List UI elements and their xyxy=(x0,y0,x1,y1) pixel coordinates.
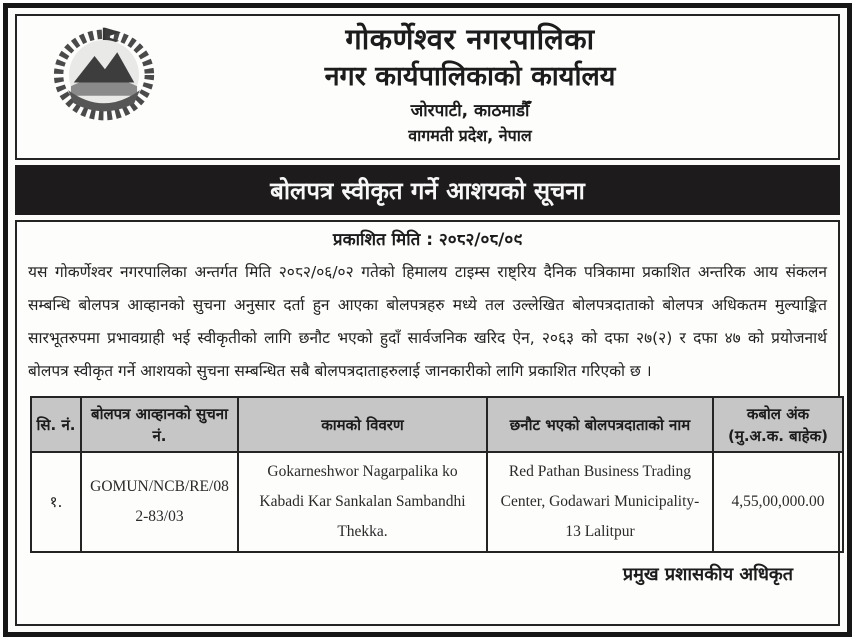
address-line-1: जोरपाटी, काठमाडौँ xyxy=(410,101,530,121)
col-header-serial-no: सि. नं. xyxy=(31,397,81,452)
cell-work-desc: Gokarneshwor Nagarpalika ko Kabadi Kar Sankalan Sambandhi Thekka. xyxy=(238,452,487,552)
letterhead xyxy=(15,14,840,160)
table-header-row xyxy=(31,397,843,452)
notice-title: बोलपत्र स्वीकृत गर्ने आशयको सूचना xyxy=(270,176,585,205)
tender-notice-document xyxy=(3,3,852,637)
office-name: नगर कार्यपालिकाको कार्यालय xyxy=(324,61,616,92)
col-header-selected-bidder: छनौट भएको बोलपत्रदाताको नाम xyxy=(487,397,713,452)
letterhead-text xyxy=(17,20,838,148)
cell-serial-no: १. xyxy=(31,452,81,552)
org-name: गोकर्णेश्वर नगरपालिका xyxy=(345,22,595,56)
published-date: प्रकाशित मिति : २०८२/०८/०९ xyxy=(332,230,523,250)
cell-notice-no: GOMUN/NCB/RE/082-83/03 xyxy=(81,452,238,552)
table-row xyxy=(31,452,843,552)
cell-selected-bidder: Red Pathan Business Trading Center, Godawari Municipality-13 Lalitpur xyxy=(487,452,713,552)
notice-title-banner xyxy=(15,165,840,215)
notice-body-section xyxy=(15,220,840,626)
col-header-notice-no: बोलपत्र आव्हानको सुचना नं. xyxy=(81,397,238,452)
notice-paragraph: यस गोकर्णेश्वर नगरपालिका अन्तर्गत मिति २०८२/०६/०२ गतेको हिमालय टाइम्स राष्ट्रिय दैनिक पत्रिकामा प्रकाशित अन्तरिक आय संकलन सम्बन्धि बोलपत्र आव्हानको सुचना अनुसार दर्ता हुन आएका बोलपत्रहरु मध्ये तल उल्लेखित बोलपत्रदाताको बोलपत्र अधिकतम मुल्याङ्कित सारभूतरुपमा प्रभावग्राही भई स्वीकृतीको लागि छनौट भएको हुदाँ सार्वजनिक खरिद ऐन, २०६३ को दफा २७(२) र दफा ४७ को प्रयोजनार्थ बोलपत्र स्वीकृत गर्ने आशयको सुचना सम्बन्धित सबै बोलपत्रदाताहरुलाई जानकारीको लागि प्रकाशित गरिएको छ । xyxy=(28,263,827,380)
signatory-title: प्रमुख प्रशासकीय अधिकृत xyxy=(622,564,793,585)
col-header-work-desc: कामको विवरण xyxy=(238,397,487,452)
tender-table xyxy=(30,396,844,553)
address-line-2: वागमती प्रदेश, नेपाल xyxy=(408,126,532,145)
cell-quoted-amount: 4,55,00,000.00 xyxy=(713,452,843,552)
col-header-quoted-amount: कबोल अंक (मु.अ.क. बाहेक) xyxy=(713,397,843,452)
